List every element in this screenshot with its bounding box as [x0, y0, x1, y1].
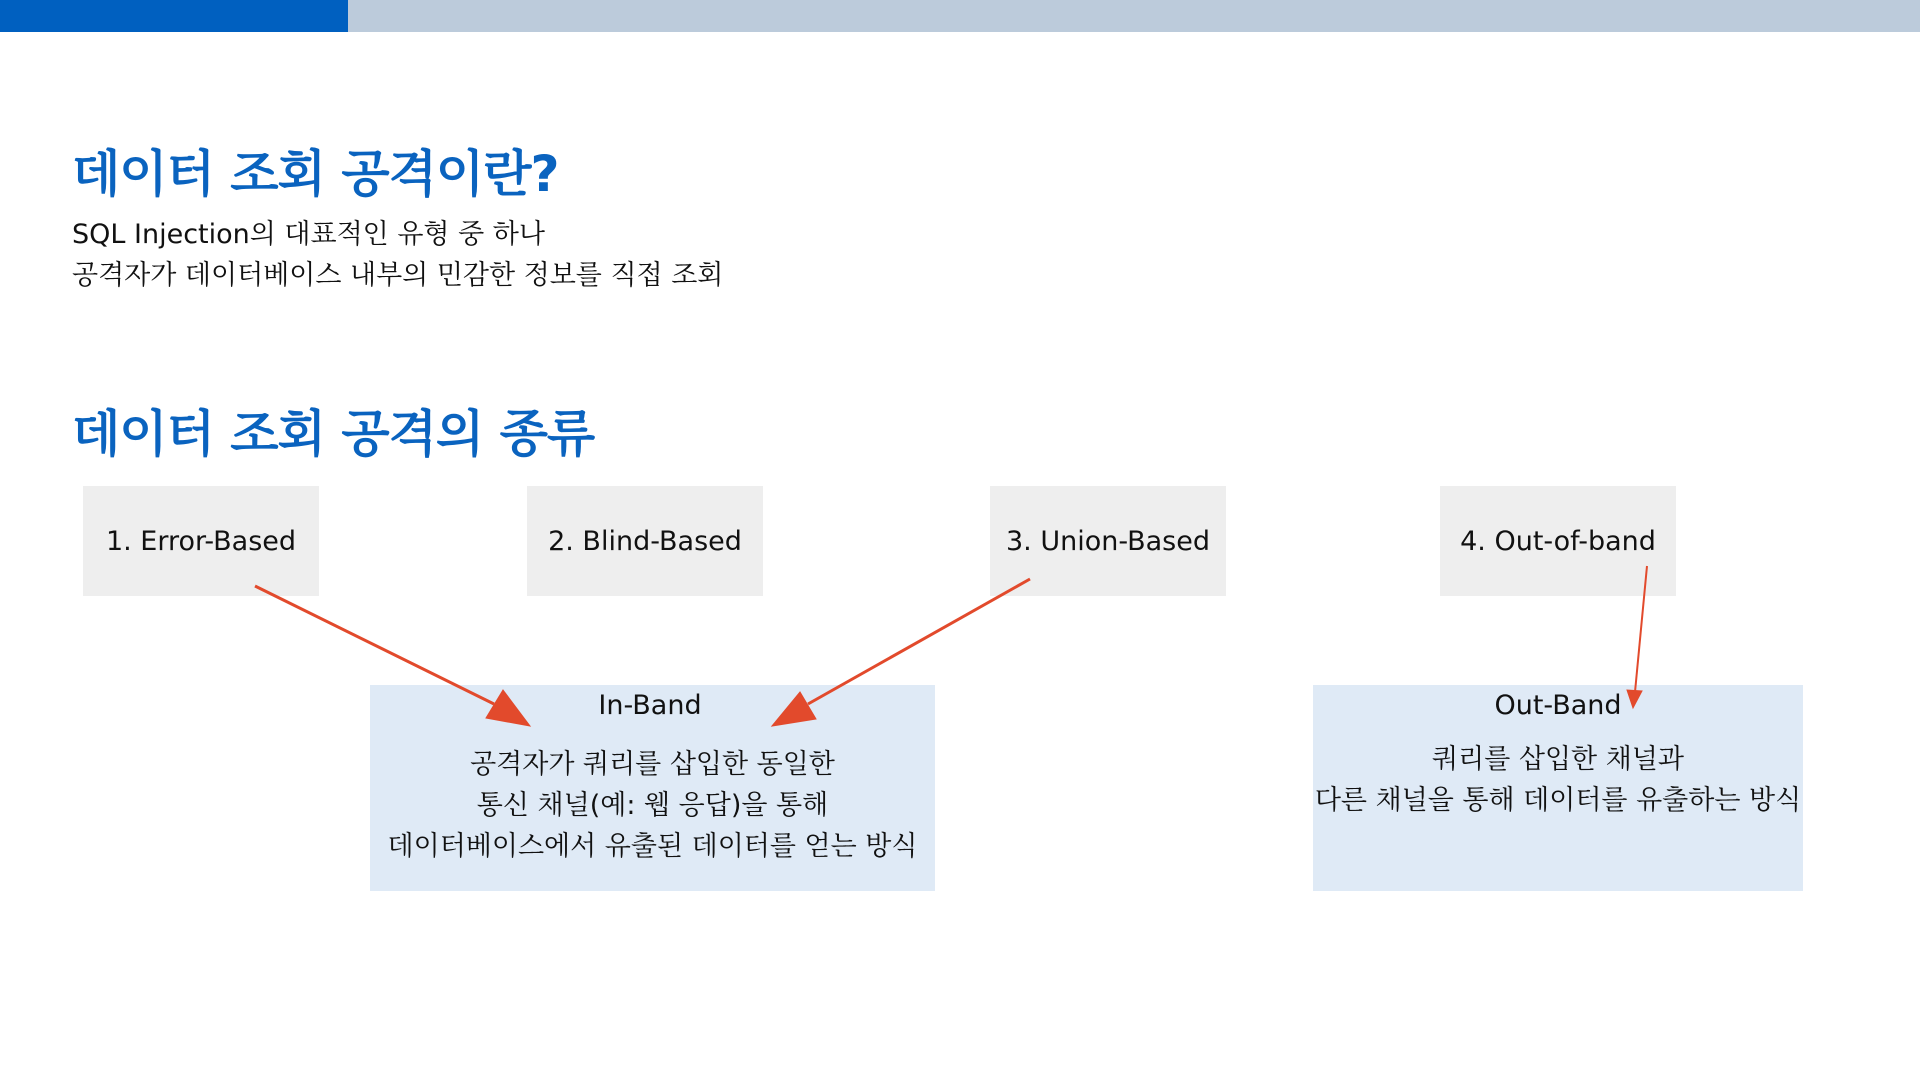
out-band-line-2: 다른 채널을 통해 데이터를 유출하는 방식	[1314, 785, 1802, 816]
top-bar	[0, 0, 1920, 32]
description	[72, 214, 723, 296]
in-band-line-1: 공격자가 쿼리를 삽입한 동일한	[470, 749, 835, 780]
type-box-blind-based: 2. Blind-Based	[527, 486, 763, 596]
out-band-title: Out-Band	[1494, 690, 1622, 721]
out-band-line-1: 쿼리를 삽입한 채널과	[1432, 744, 1684, 775]
description-line-1: SQL Injection의 대표적인 유형 중 하나	[72, 219, 545, 250]
description-line-2: 공격자가 데이터베이스 내부의 민감한 정보를 직접 조회	[72, 260, 724, 291]
in-band-title: In-Band	[598, 690, 702, 721]
section-title: 데이터 조회 공격의 종류	[72, 405, 595, 463]
in-band-line-3: 데이터베이스에서 유출된 데이터를 얻는 방식	[387, 831, 918, 862]
out-band-description	[1313, 739, 1803, 821]
type-box-error-based: 1. Error-Based	[83, 486, 319, 596]
in-band-description	[370, 744, 935, 867]
page-title: 데이터 조회 공격이란?	[72, 145, 559, 203]
type-box-union-based: 3. Union-Based	[990, 486, 1226, 596]
type-box-out-of-band: 4. Out-of-band	[1440, 486, 1676, 596]
in-band-line-2: 통신 채널(예: 웹 응답)을 통해	[476, 790, 829, 821]
top-bar-accent	[0, 0, 348, 32]
